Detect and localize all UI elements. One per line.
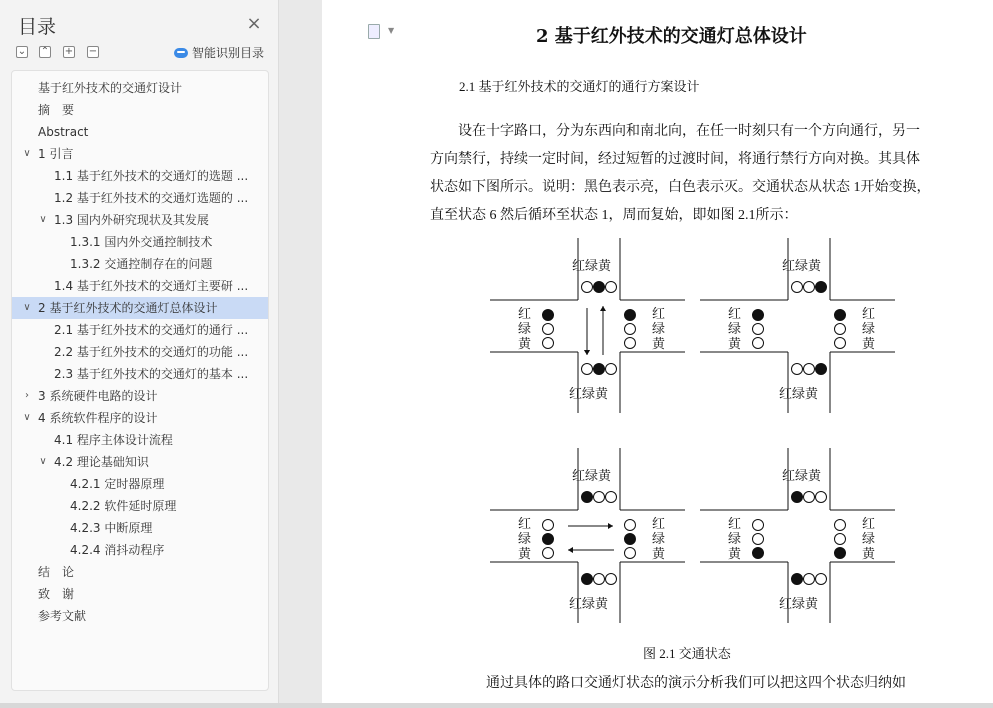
- side-label: 红: [652, 517, 666, 532]
- side-label: 黄: [518, 337, 532, 352]
- side-label: 黄: [652, 547, 666, 562]
- lamp-off: [804, 364, 815, 375]
- chevron-down-icon[interactable]: ∨: [23, 302, 31, 313]
- lamp-off: [625, 548, 636, 559]
- paragraph-line: 设在十字路口，分为东西向和南北向，在任一时刻只有一个方向通行，另一: [458, 124, 920, 139]
- light-label: 红绿黄: [569, 387, 609, 402]
- lamp-off: [835, 534, 846, 545]
- paragraph-line: 方向禁行，持续一定时间，经过短暂的过渡时间，将通行禁行方向对换。其具体: [430, 152, 920, 167]
- lamp-on: [582, 492, 593, 503]
- lamp-off: [753, 324, 764, 335]
- toc-item[interactable]: [12, 319, 268, 341]
- side-label: 黄: [652, 337, 666, 352]
- toc-item[interactable]: [12, 561, 268, 583]
- toc-item[interactable]: [12, 583, 268, 605]
- lamp-on: [594, 282, 605, 293]
- toc-item[interactable]: [12, 275, 268, 297]
- toc-item[interactable]: [12, 517, 268, 539]
- side-label: 绿: [518, 532, 532, 547]
- remove-icon[interactable]: −: [88, 46, 98, 57]
- lamp-off: [804, 282, 815, 293]
- chevron-right-icon[interactable]: ›: [25, 390, 29, 401]
- toc-item-label: 致 谢: [38, 587, 75, 601]
- toc-item[interactable]: [12, 143, 268, 165]
- side-label: 绿: [652, 532, 666, 547]
- lamp-on: [816, 282, 827, 293]
- toc-item[interactable]: [12, 187, 268, 209]
- lamp-on: [835, 548, 846, 559]
- toc-item[interactable]: [12, 77, 268, 99]
- light-label: 红绿黄: [779, 597, 819, 612]
- side-label: 绿: [652, 322, 666, 337]
- toc-item-label: Abstract: [38, 125, 89, 139]
- side-label: 红: [518, 307, 532, 322]
- lamp-off: [594, 492, 605, 503]
- lamp-off: [804, 574, 815, 585]
- side-label: 绿: [518, 322, 532, 337]
- toc-item-label: 1.3 国内外研究现状及其发展: [54, 213, 209, 227]
- expand-icon[interactable]: ⌃: [40, 46, 50, 57]
- toc-item[interactable]: [12, 473, 268, 495]
- toc-item-label: 4.2.2 软件延时原理: [70, 499, 177, 513]
- lamp-on: [625, 534, 636, 545]
- toc-item[interactable]: [12, 231, 268, 253]
- light-label: 红绿黄: [779, 387, 819, 402]
- toc-item-label: 4.2 理论基础知识: [54, 455, 149, 469]
- smart-toc-button[interactable]: [174, 44, 264, 61]
- lamp-off: [835, 520, 846, 531]
- side-label: 绿: [862, 322, 876, 337]
- lamp-off: [594, 574, 605, 585]
- lamp-off: [582, 282, 593, 293]
- traffic-state-figure: [490, 238, 896, 628]
- arrow-head: [584, 350, 590, 355]
- toc-item-label: 4 系统软件程序的设计: [38, 411, 158, 425]
- lamp-off: [835, 324, 846, 335]
- toc-item-label: 1.4 基于红外技术的交通灯主要研 ...: [54, 279, 249, 293]
- lamp-off: [753, 520, 764, 531]
- toc-item-label: 4.2.3 中断原理: [70, 521, 153, 535]
- light-label: 红绿黄: [572, 259, 612, 274]
- status-bar: [0, 703, 993, 708]
- chevron-down-icon[interactable]: ∨: [23, 148, 31, 159]
- toc-item[interactable]: [12, 121, 268, 143]
- toc-item-label: 结 论: [38, 565, 75, 579]
- collapse-all-icon[interactable]: ⌄: [17, 46, 27, 57]
- lamp-off: [816, 574, 827, 585]
- toc-item[interactable]: [12, 605, 268, 627]
- toc-item[interactable]: [12, 363, 268, 385]
- side-label: 黄: [862, 337, 876, 352]
- side-label: 红: [862, 307, 876, 322]
- toc-item-label: 1.1 基于红外技术的交通灯的选题 ...: [54, 169, 249, 183]
- section-heading: 2.1 基于红外技术的交通灯的通行方案设计: [459, 79, 700, 94]
- side-label: 黄: [518, 547, 532, 562]
- lamp-on: [792, 492, 803, 503]
- paragraph-line: 直至状态 6 然后循环至状态 1，周而复始，即如图 2.1所示：: [430, 208, 798, 223]
- side-label: 红: [518, 517, 532, 532]
- toc-item-label: 4.2.4 消抖动程序: [70, 543, 165, 557]
- lamp-on: [582, 574, 593, 585]
- lamp-on: [625, 310, 636, 321]
- toc-item-label: 4.2.1 定时器原理: [70, 477, 165, 491]
- lamp-on: [543, 310, 554, 321]
- lamp-on: [816, 364, 827, 375]
- side-label: 红: [728, 517, 742, 532]
- lamp-on: [835, 310, 846, 321]
- toc-item-label: 1.2 基于红外技术的交通灯选题的 ...: [54, 191, 249, 205]
- lamp-on: [594, 364, 605, 375]
- toc-item[interactable]: [12, 209, 268, 231]
- lamp-off: [792, 364, 803, 375]
- side-label: 红: [652, 307, 666, 322]
- chevron-down-icon[interactable]: ∨: [23, 412, 31, 423]
- toc-item[interactable]: [12, 99, 268, 121]
- lamp-off: [582, 364, 593, 375]
- toc-item-label: 1 引言: [38, 147, 74, 161]
- lamp-off: [625, 338, 636, 349]
- toc-item[interactable]: [12, 253, 268, 275]
- lamp-on: [792, 574, 803, 585]
- toc-item[interactable]: [12, 429, 268, 451]
- toc-item-label: 2.3 基于红外技术的交通灯的基本 ...: [54, 367, 249, 381]
- lamp-off: [543, 324, 554, 335]
- toc-item-label: 4.1 程序主体设计流程: [54, 433, 173, 447]
- add-icon[interactable]: +: [64, 46, 74, 57]
- document-icon[interactable]: [368, 24, 380, 39]
- toc-item-label: 1.3.2 交通控制存在的问题: [70, 257, 213, 271]
- lamp-on: [753, 548, 764, 559]
- light-label: 红绿黄: [569, 597, 609, 612]
- toc-item[interactable]: [12, 341, 268, 363]
- toc-item[interactable]: [12, 165, 268, 187]
- page-title: 2 基于红外技术的交通灯总体设计: [536, 26, 807, 47]
- lamp-off: [543, 548, 554, 559]
- figure-caption: 图 2.1 交通状态: [643, 646, 731, 661]
- arrow-head: [568, 547, 573, 553]
- chevron-down-icon[interactable]: ▼: [388, 26, 395, 35]
- arrow-head: [608, 523, 613, 529]
- lamp-off: [625, 520, 636, 531]
- light-label: 红绿黄: [782, 259, 822, 274]
- close-icon[interactable]: ×: [246, 13, 262, 34]
- lamp-on: [543, 534, 554, 545]
- lamp-off: [606, 364, 617, 375]
- toc-item-label: 2.1 基于红外技术的交通灯的通行 ...: [54, 323, 249, 337]
- toc-item[interactable]: [12, 451, 268, 473]
- lamp-off: [835, 338, 846, 349]
- lamp-off: [753, 338, 764, 349]
- light-label: 红绿黄: [572, 469, 612, 484]
- paragraph-line: 通过具体的路口交通灯状态的演示分析我们可以把这四个状态归纳如: [486, 676, 906, 691]
- side-label: 黄: [862, 547, 876, 562]
- toc-item-label: 3 系统硬件电路的设计: [38, 389, 158, 403]
- lamp-off: [606, 492, 617, 503]
- toc-item[interactable]: [12, 495, 268, 517]
- smart-toc-label: 智能识别目录: [192, 46, 265, 60]
- side-label: 红: [862, 517, 876, 532]
- toc-item[interactable]: [12, 539, 268, 561]
- light-label: 红绿黄: [782, 469, 822, 484]
- paragraph-line: 状态如下图所示。说明：黑色表示亮，白色表示灭。交通状态从状态 1开始变换，: [430, 180, 931, 195]
- lamp-off: [804, 492, 815, 503]
- toc-item-label: 基于红外技术的交通灯设计: [38, 81, 183, 95]
- toc-item-label: 2 基于红外技术的交通灯总体设计: [38, 301, 218, 315]
- lamp-on: [753, 310, 764, 321]
- side-label: 绿: [728, 322, 742, 337]
- document-page: [322, 0, 993, 708]
- side-label: 红: [728, 307, 742, 322]
- toc-item-label: 摘 要: [38, 103, 75, 117]
- toc-item[interactable]: [12, 385, 268, 407]
- side-label: 绿: [728, 532, 742, 547]
- toc-list: [11, 70, 269, 691]
- side-label: 绿: [862, 532, 876, 547]
- ai-cloud-icon: [174, 48, 188, 58]
- chevron-down-icon[interactable]: ∨: [39, 456, 47, 467]
- lamp-off: [606, 282, 617, 293]
- lamp-off: [543, 338, 554, 349]
- lamp-off: [543, 520, 554, 531]
- toc-title: 目录: [18, 16, 57, 38]
- toc-sidebar: [0, 0, 279, 708]
- lamp-off: [606, 574, 617, 585]
- chevron-down-icon[interactable]: ∨: [39, 214, 47, 225]
- toc-item[interactable]: [12, 297, 268, 319]
- lamp-off: [625, 324, 636, 335]
- lamp-off: [792, 282, 803, 293]
- toc-item[interactable]: [12, 407, 268, 429]
- toc-item-label: 2.2 基于红外技术的交通灯的功能 ...: [54, 345, 249, 359]
- arrow-head: [600, 306, 606, 311]
- toc-item-label: 1.3.1 国内外交通控制技术: [70, 235, 213, 249]
- side-label: 黄: [728, 337, 742, 352]
- side-label: 黄: [728, 547, 742, 562]
- toc-item-label: 参考文献: [38, 609, 87, 623]
- lamp-off: [753, 534, 764, 545]
- lamp-off: [816, 492, 827, 503]
